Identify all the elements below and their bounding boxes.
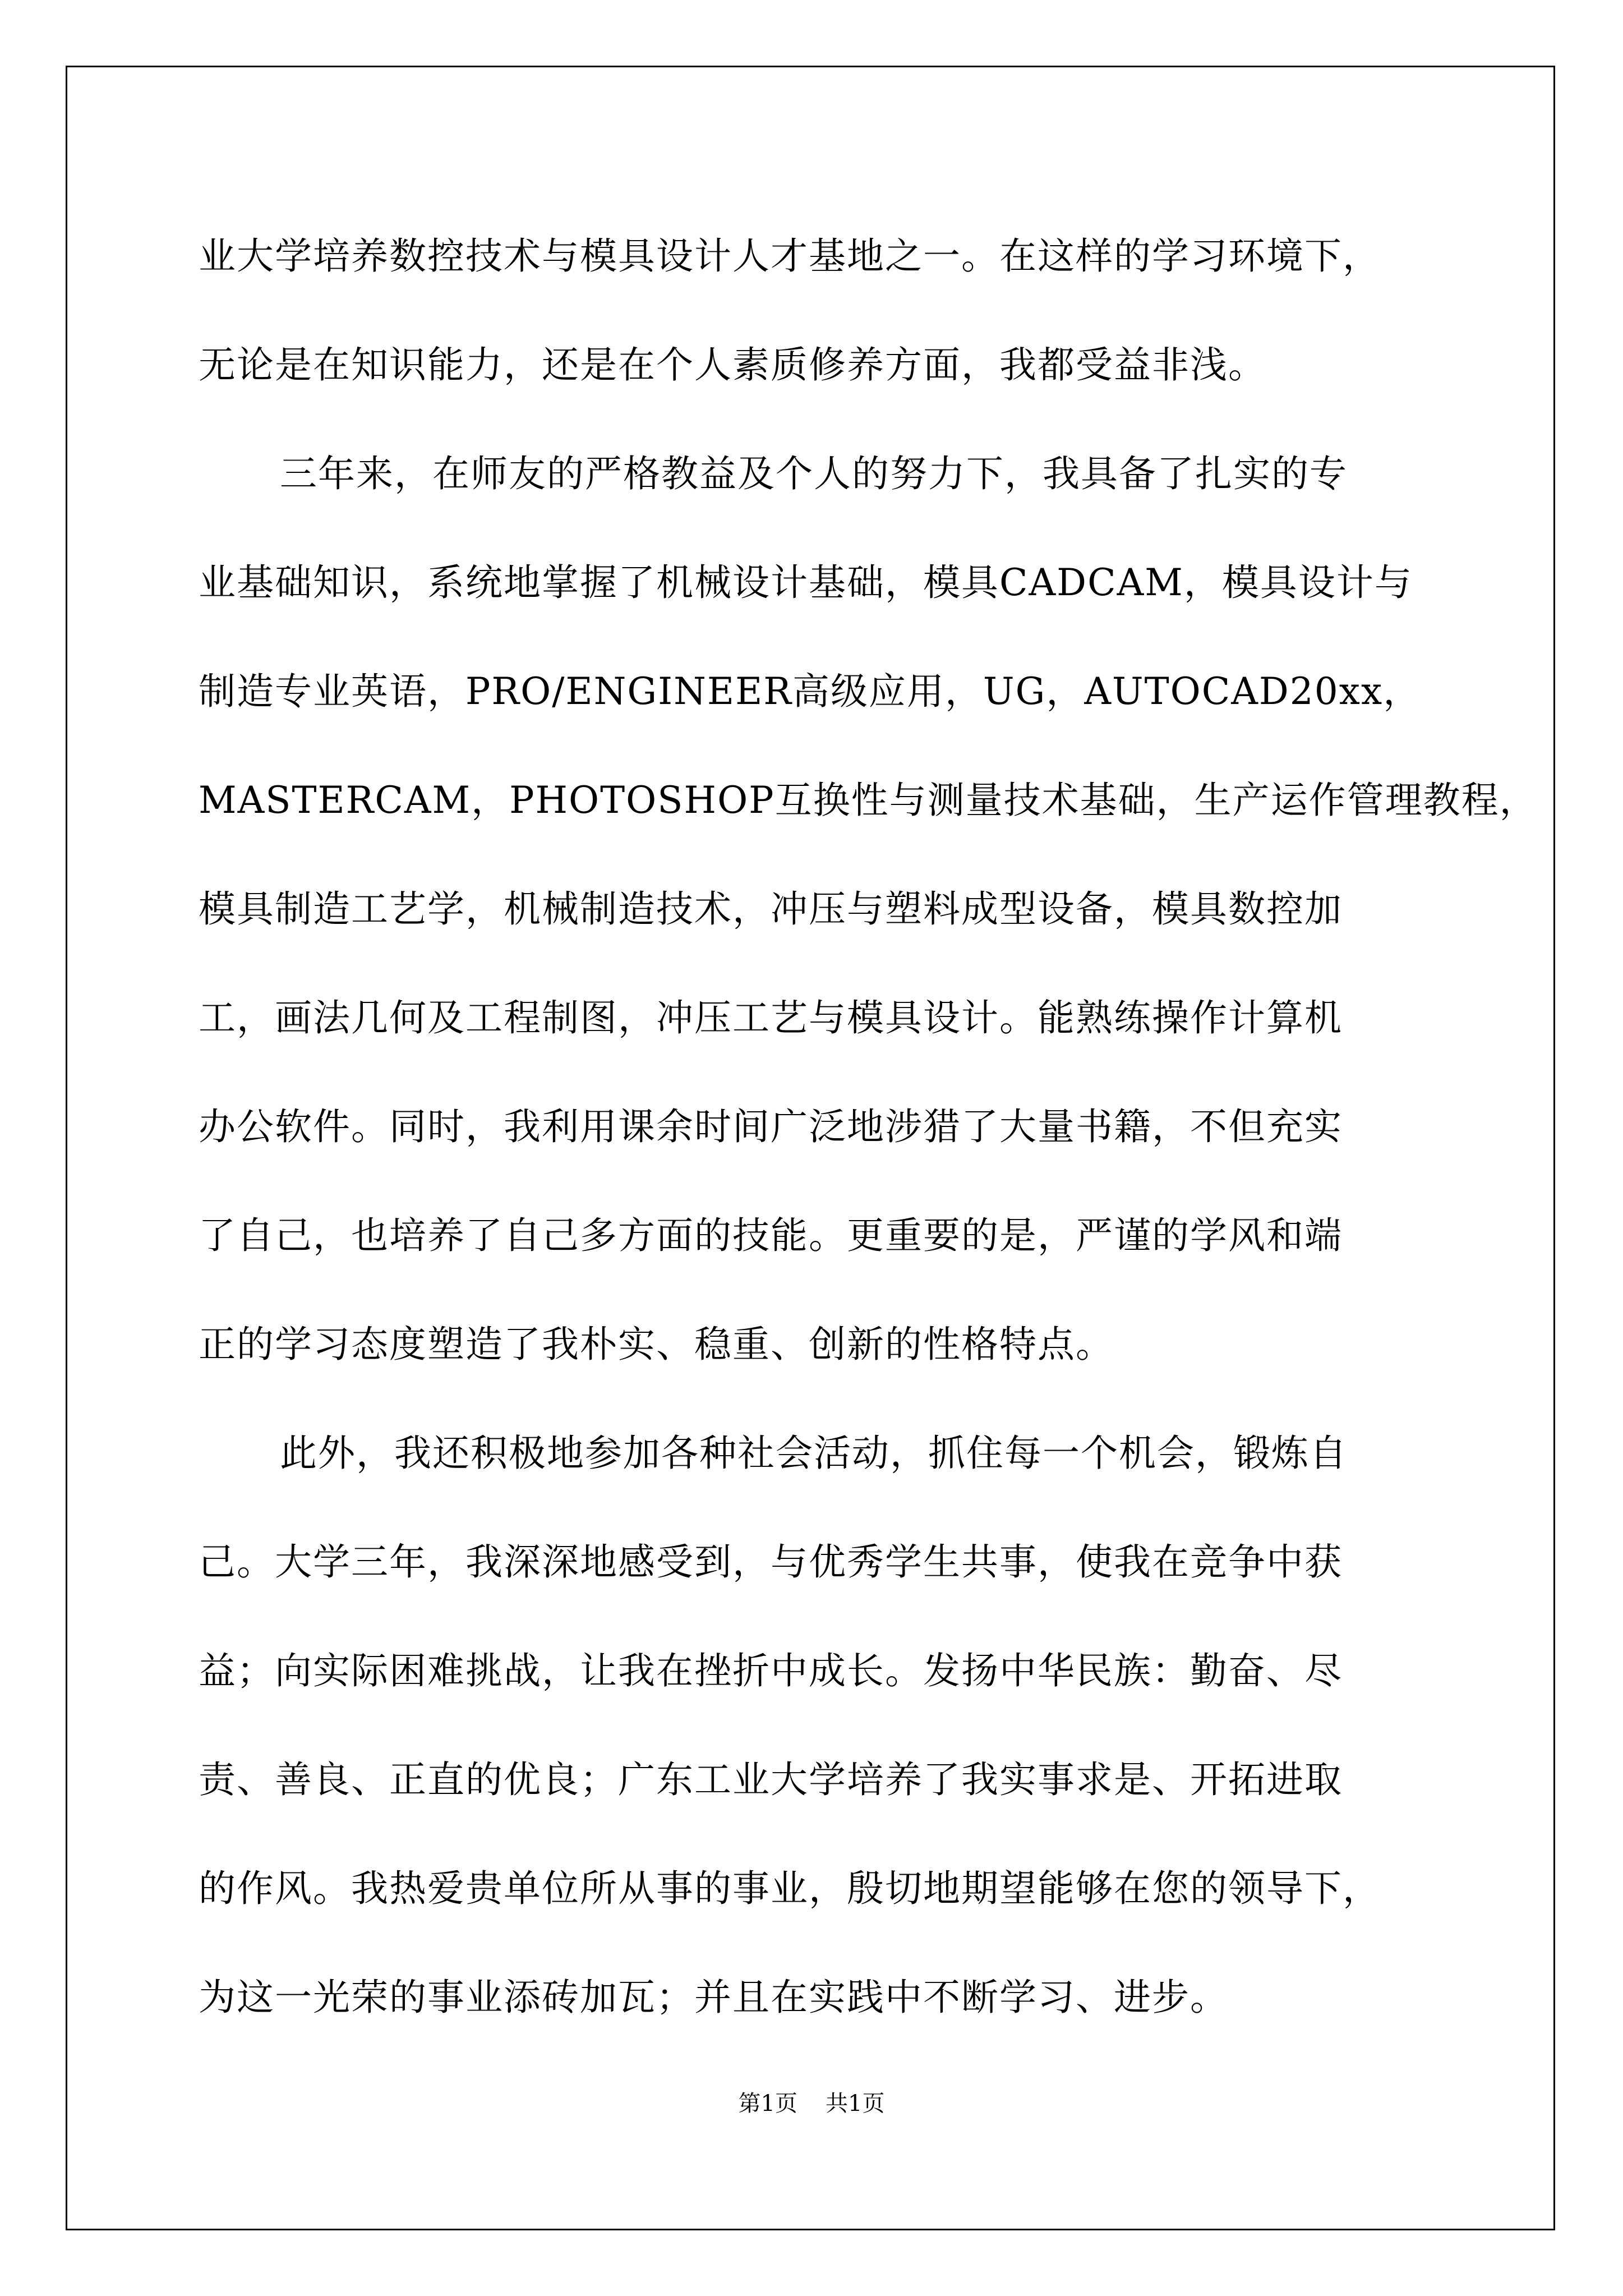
page-number: 第1页 — [738, 2091, 797, 2116]
text-line: 三年来，在师友的严格教益及个人的努力下，我具备了扎实的专 — [280, 452, 1348, 495]
text-line: 模具制造工艺学，机械制造技术，冲压与塑料成型设备，模具数控加 — [199, 887, 1343, 931]
text-line: 制造专业英语，PRO/ENGINEER高级应用，UG，AUTOCAD20xx， — [199, 670, 1422, 713]
text-line: 责、善良、正直的优良；广东工业大学培养了我实事求是、开拓进取 — [199, 1758, 1343, 1801]
document-body — [199, 202, 1538, 2052]
page-total: 共1页 — [826, 2091, 885, 2116]
text-line: 正的学习态度塑造了我朴实、稳重、创新的性格特点。 — [199, 1323, 1114, 1366]
text-line: 办公软件。同时，我利用课余时间广泛地涉猎了大量书籍，不但充实 — [199, 1105, 1343, 1148]
text-line: 了自己，也培养了自己多方面的技能。更重要的是，严谨的学风和端 — [199, 1214, 1343, 1257]
text-line: 业大学培养数控技术与模具设计人才基地之一。在这样的学习环境下， — [199, 234, 1381, 278]
text-line: 工，画法几何及工程制图，冲压工艺与模具设计。能熟练操作计算机 — [199, 996, 1343, 1039]
text-line: MASTERCAM，PHOTOSHOP互换性与测量技术基础，生产运作管理教程， — [199, 779, 1538, 822]
text-line: 此外，我还积极地参加各种社会活动，抓住每一个机会，锻炼自 — [280, 1432, 1348, 1475]
text-line: 己。大学三年，我深深地感受到，与优秀学生共事，使我在竞争中获 — [199, 1540, 1343, 1584]
text-line: 业基础知识，系统地掌握了机械设计基础，模具CADCAM，模具设计与 — [199, 561, 1413, 604]
text-line: 的作风。我热爱贵单位所从事的事业，殷切地期望能够在您的领导下， — [199, 1867, 1381, 1910]
text-line: 无论是在知识能力，还是在个人素质修养方面，我都受益非浅。 — [199, 343, 1266, 386]
text-line: 益；向实际困难挑战，让我在挫折中成长。发扬中华民族：勤奋、尽 — [199, 1649, 1343, 1692]
page-footer — [0, 2087, 1623, 2120]
text-line: 为这一光荣的事业添砖加瓦；并且在实践中不断学习、进步。 — [199, 1976, 1228, 2019]
